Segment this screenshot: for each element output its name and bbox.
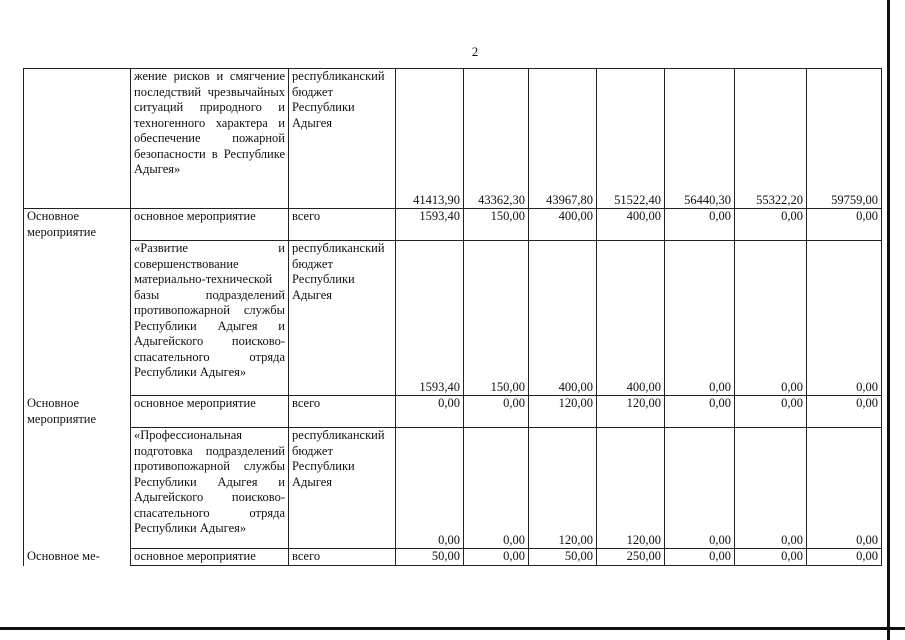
value-cell: 0,00: [735, 549, 807, 566]
activity-name-cell: жение рисков и смягчение последствий чрезвычайных ситуаций природного и техногенного характера и обеспечение пожарной безопасности в Республике Адыгея»: [131, 69, 289, 209]
value-cell: 0,00: [807, 428, 882, 549]
value-cell: 0,00: [807, 549, 882, 566]
value-cell: 0,00: [665, 549, 735, 566]
row-type-cell: Основное мероприятие: [24, 396, 131, 428]
value-cell: 0,00: [665, 241, 735, 396]
table-row: [24, 209, 882, 241]
value-cell: 150,00: [464, 241, 529, 396]
value-cell: 1593,40: [396, 209, 464, 241]
table-row: [24, 396, 882, 428]
value-cell: 0,00: [396, 396, 464, 428]
scan-edge-bottom: [0, 627, 905, 630]
funding-source-cell: всего: [289, 396, 396, 428]
scan-edge-right: [887, 0, 890, 640]
value-cell: 50,00: [529, 549, 597, 566]
table-body: [24, 69, 882, 566]
value-cell: 0,00: [665, 396, 735, 428]
activity-name-cell: «Профессиональная подготовка подразделений противопожарной службы Республики Адыгея и Адыгейского поисково-спасательного отряда Республики Адыгея»: [131, 428, 289, 549]
table-row: [24, 549, 882, 566]
value-cell: 0,00: [735, 209, 807, 241]
value-cell: 120,00: [597, 396, 665, 428]
funding-source-cell: всего: [289, 549, 396, 566]
value-cell: 120,00: [529, 428, 597, 549]
funding-source-cell: республиканский бюджет Республики Адыгея: [289, 69, 396, 209]
value-cell: 51522,40: [597, 69, 665, 209]
page-number: 2: [471, 44, 479, 59]
value-cell: 55322,20: [735, 69, 807, 209]
table-row: [24, 428, 882, 549]
value-cell: 0,00: [665, 209, 735, 241]
value-cell: 0,00: [396, 428, 464, 549]
value-cell: 50,00: [396, 549, 464, 566]
value-cell: 0,00: [464, 428, 529, 549]
value-cell: 1593,40: [396, 241, 464, 396]
row-type-cell: [24, 428, 131, 549]
activity-name-cell: основное мероприятие: [131, 209, 289, 241]
value-cell: 400,00: [529, 241, 597, 396]
value-cell: 120,00: [597, 428, 665, 549]
value-cell: 0,00: [735, 396, 807, 428]
value-cell: 150,00: [464, 209, 529, 241]
value-cell: 43967,80: [529, 69, 597, 209]
funding-source-cell: всего: [289, 209, 396, 241]
value-cell: 0,00: [735, 428, 807, 549]
value-cell: 120,00: [529, 396, 597, 428]
value-cell: 0,00: [807, 209, 882, 241]
value-cell: 0,00: [807, 396, 882, 428]
funding-source-cell: республиканский бюджет Республики Адыгея: [289, 241, 396, 396]
row-type-cell: [24, 69, 131, 209]
activity-name-cell: основное мероприятие: [131, 396, 289, 428]
row-type-cell: Основное мероприятие: [24, 209, 131, 241]
activity-name-cell: «Развитие и совершенствование материально-технической базы подразделений противопожарной службы Республики Адыгея и Адыгейского поисково-спасательного отряда Республики Адыгея»: [131, 241, 289, 396]
row-type-cell: [24, 241, 131, 396]
table-row: [24, 69, 882, 209]
value-cell: 400,00: [597, 209, 665, 241]
value-cell: 400,00: [529, 209, 597, 241]
value-cell: 250,00: [597, 549, 665, 566]
budget-table: [23, 68, 882, 566]
value-cell: 0,00: [735, 241, 807, 396]
value-cell: 0,00: [464, 396, 529, 428]
row-type-cell: Основное ме-: [24, 549, 131, 566]
table-row: [24, 241, 882, 396]
value-cell: 43362,30: [464, 69, 529, 209]
activity-name-cell: основное мероприятие: [131, 549, 289, 566]
value-cell: 56440,30: [665, 69, 735, 209]
value-cell: 59759,00: [807, 69, 882, 209]
funding-source-cell: республиканский бюджет Республики Адыгея: [289, 428, 396, 549]
value-cell: 0,00: [807, 241, 882, 396]
value-cell: 0,00: [464, 549, 529, 566]
value-cell: 400,00: [597, 241, 665, 396]
value-cell: 41413,90: [396, 69, 464, 209]
value-cell: 0,00: [665, 428, 735, 549]
